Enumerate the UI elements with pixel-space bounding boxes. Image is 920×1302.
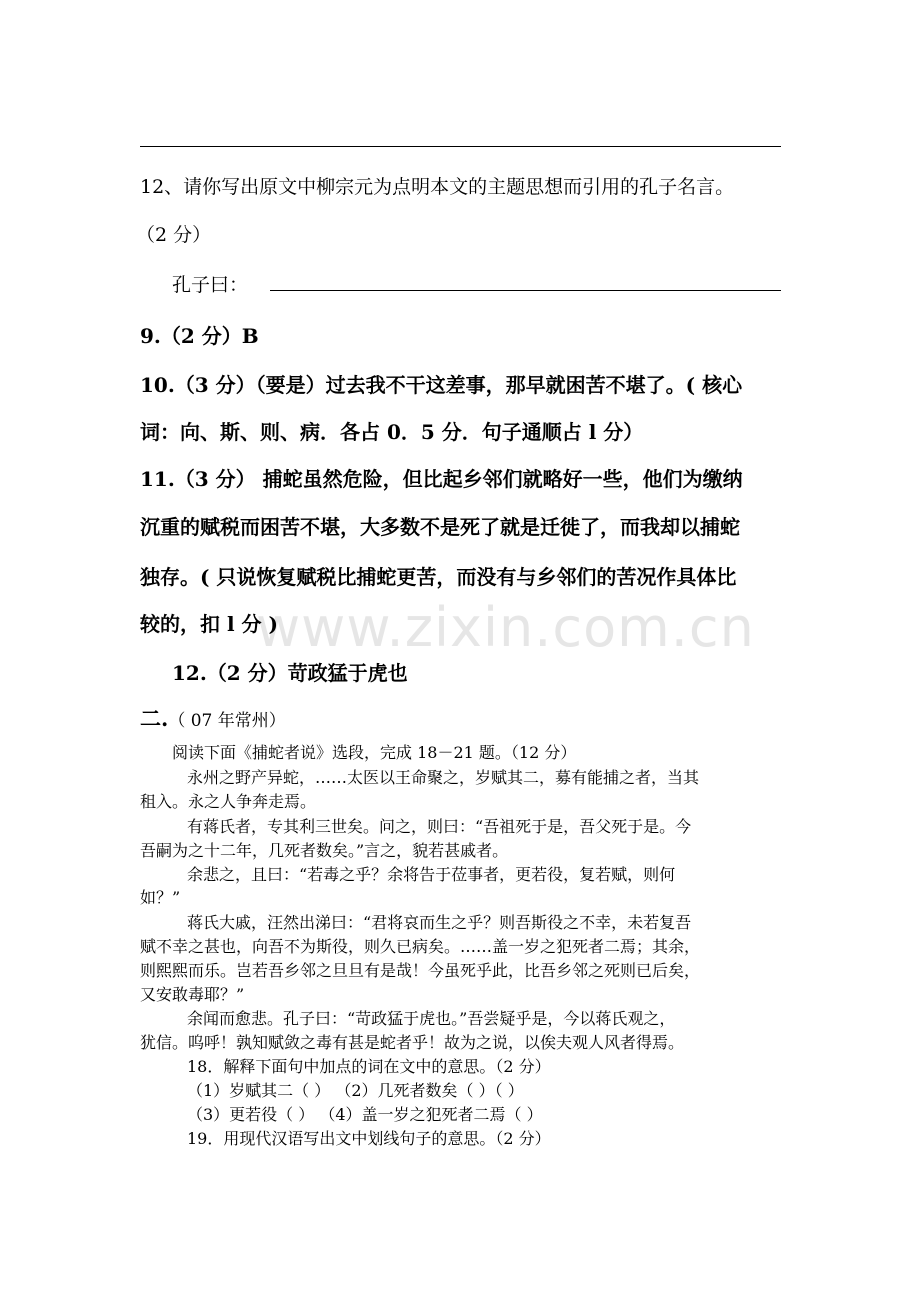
section2-heading-source: （ 07 年常州） (168, 711, 286, 731)
section2-heading-num: 二. (140, 706, 169, 731)
passage-line: 赋不幸之甚也，向吾不为斯役，则久已病矣。……盖一岁之犯死者二焉；其余， (140, 937, 701, 956)
passage-line: 吾嗣为之十二年，几死者数矣。”言之，貌若甚戚者。 (140, 841, 509, 860)
answer-10-line1: 10.（3 分）（要是）过去我不干这差事，那早就困苦不堪了。( 核心 (140, 373, 743, 397)
answer-11-line2: 沉重的赋税而困苦不堪，大多数不是死了就是迁徙了，而我却以捕蛇 (140, 515, 740, 539)
passage-line: 如？” (140, 888, 181, 907)
watermark-text: www.zixin.com.cn (256, 596, 755, 659)
passage-line: 有蒋氏者，专其利三世矣。问之，则曰：“吾祖死于是，吾父死于是。今 (187, 817, 692, 836)
q12-prompt: 孔子曰： (172, 274, 249, 296)
passage-line: 余闻而愈悲。孔子曰：“苛政猛于虎也。”吾尝疑乎是，今以蒋氏观之， (187, 1009, 676, 1028)
passage-line: 则熙熙而乐。岂若吾乡邻之旦旦有是哉！今虽死乎此，比吾乡邻之死则已后矣， (140, 961, 701, 980)
question-18: 18．解释下面句中加点的词在文中的意思。（2 分） (187, 1057, 551, 1076)
answer-12: 12.（2 分）苛政猛于虎也 (172, 661, 408, 685)
answer-11-line4: 较的，扣 l 分 ) (140, 612, 278, 636)
answer-9: 9.（2 分）B (140, 324, 259, 348)
answer-11-line3: 独存。( 只说恢复赋税比捕蛇更苦，而没有与乡邻们的苦况作具体比 (140, 565, 737, 589)
question-18-items-1: （1）岁赋其二（ ） （2）几死者数矣（ ）（ ） (187, 1081, 524, 1100)
passage-line: 租入。永之人争奔走焉。 (140, 792, 317, 811)
question-19: 19．用现代汉语写出文中划线句子的意思。（2 分） (187, 1129, 551, 1148)
answer-10-line2: 词：向、斯、则、病．各占 0．5 分．句子通顺占 l 分） (140, 420, 644, 444)
section2-instruction: 阅读下面《捕蛇者说》选段，完成 18－21 题。（12 分） (172, 743, 577, 762)
answer-11-line1: 11.（3 分） 捕蛇虽然危险，但比起乡邻们就略好一些，他们为缴纳 (140, 467, 743, 491)
q12-answer-line (270, 290, 781, 291)
q12-line1: 12、请你写出原文中柳宗元为点明本文的主题思想而引用的孔子名言。 (140, 176, 735, 198)
passage-line: 蒋氏大戚，汪然出涕曰：“君将哀而生之乎？则吾斯役之不幸，未若复吾 (187, 913, 692, 932)
question-18-items-2: （3）更若役（ ） （4）盖一岁之犯死者二焉（ ） (187, 1105, 543, 1124)
passage-line: 永州之野产异蛇，……太医以王命聚之，岁赋其二，募有能捕之者，当其 (187, 768, 700, 787)
section2-heading (140, 703, 286, 733)
answer-line-top (140, 146, 781, 147)
q12-score: （2 分） (136, 224, 212, 246)
passage-line: 又安敢毒耶？” (140, 985, 245, 1004)
passage-line: 犹信。呜呼！孰知赋敛之毒有甚是蛇者乎！故为之说，以俟夫观人风者得焉。 (140, 1033, 685, 1052)
passage-line: 余悲之，且曰：“若毒之乎？余将告于莅事者，更若役，复若赋，则何 (187, 865, 676, 884)
